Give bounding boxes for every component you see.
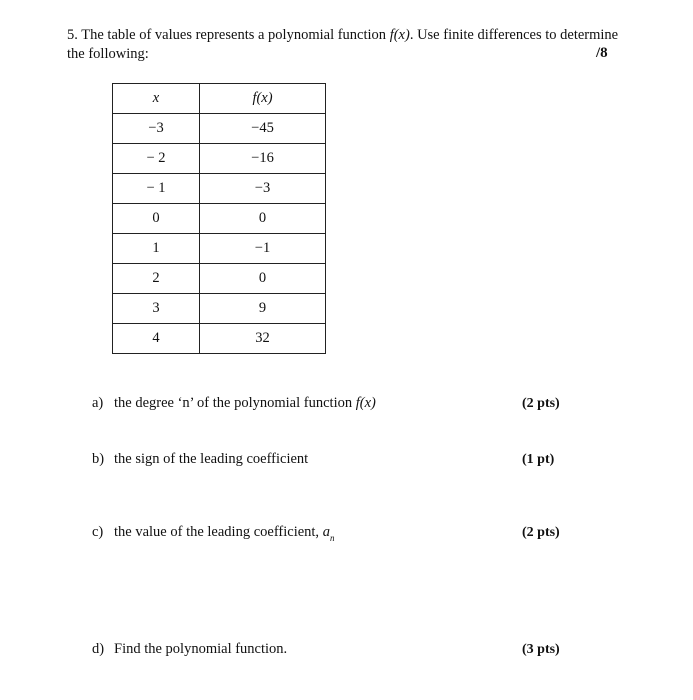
part-a-points: (2 pts) — [522, 396, 560, 411]
header-x: x — [113, 84, 200, 114]
part-a-letter: a) — [92, 395, 104, 411]
part-b-points: (1 pt) — [522, 452, 555, 467]
cell-x: 4 — [113, 324, 200, 354]
cell-fx: 9 — [200, 294, 326, 324]
part-d-letter: d) — [92, 641, 105, 657]
function-name: f(x) — [389, 27, 410, 43]
question-text — [67, 26, 637, 64]
question-number: 5. — [67, 27, 78, 43]
part-d-points: (3 pts) — [522, 642, 560, 657]
table-header-row — [113, 84, 326, 114]
table-row — [113, 144, 326, 174]
question-text-after: . Use finite differences to determine the following: — [67, 27, 619, 62]
cell-fx: 0 — [200, 204, 326, 234]
cell-x: 0 — [113, 204, 200, 234]
cell-fx: −1 — [200, 234, 326, 264]
cell-fx: −3 — [200, 174, 326, 204]
part-c — [92, 524, 334, 543]
part-b — [92, 451, 308, 468]
header-fx: f(x) — [200, 84, 326, 114]
part-b-text: the sign of the leading coefficient — [114, 451, 309, 467]
cell-x: 2 — [113, 264, 200, 294]
table-row — [113, 264, 326, 294]
table-row — [113, 174, 326, 204]
cell-x: − 2 — [113, 144, 200, 174]
values-table — [112, 83, 326, 354]
part-b-letter: b) — [92, 451, 105, 467]
question-text-before: The table of values represents a polynomial function — [81, 27, 390, 43]
cell-fx: −16 — [200, 144, 326, 174]
cell-x: − 1 — [113, 174, 200, 204]
table-row — [113, 324, 326, 354]
part-c-points: (2 pts) — [522, 525, 560, 540]
part-a-math: f(x) — [355, 395, 376, 411]
cell-fx: −45 — [200, 114, 326, 144]
part-d — [92, 641, 287, 658]
cell-x: 3 — [113, 294, 200, 324]
part-a — [92, 395, 376, 412]
table-row — [113, 204, 326, 234]
part-c-subscript: n — [329, 533, 335, 543]
table-row — [113, 294, 326, 324]
table-row — [113, 114, 326, 144]
table-row — [113, 234, 326, 264]
part-c-letter: c) — [92, 524, 104, 540]
part-a-text: the degree ‘n’ of the polynomial function — [114, 395, 356, 411]
cell-x: −3 — [113, 114, 200, 144]
cell-fx: 0 — [200, 264, 326, 294]
part-d-text: Find the polynomial function. — [114, 641, 288, 657]
part-c-text: the value of the leading coefficient, — [114, 524, 323, 540]
question-score: /8 — [596, 45, 608, 61]
cell-fx: 32 — [200, 324, 326, 354]
cell-x: 1 — [113, 234, 200, 264]
part-c-math: a — [322, 524, 330, 540]
